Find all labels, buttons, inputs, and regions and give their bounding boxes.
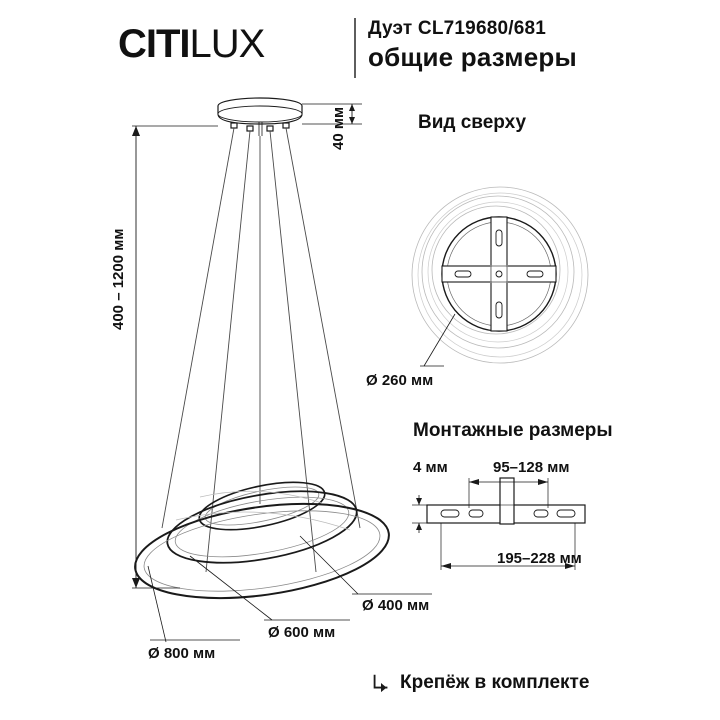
- top-view-diagram: [412, 187, 588, 366]
- brand-logo-part2: LUX: [189, 22, 265, 66]
- dimension-outer-ring: Ø 800 мм: [148, 645, 216, 662]
- section-heading-mounting: Монтажные размеры: [413, 420, 613, 441]
- dimension-inner-ring: Ø 400 мм: [362, 597, 430, 614]
- dimension-suspension-range: 400 – 1200 мм: [110, 228, 127, 330]
- dimension-bracket-inner: 95–128 мм: [493, 459, 570, 476]
- dimension-middle-ring: Ø 600 мм: [268, 624, 336, 641]
- canopy-assembly: [218, 98, 302, 136]
- mounting-kit-icon: [370, 672, 392, 694]
- footer-note: Крепёж в комплекте: [400, 672, 590, 693]
- drawing-subtitle: общие размеры: [368, 42, 577, 72]
- dimension-bracket-outer: 195–228 мм: [497, 550, 582, 567]
- brand-logo-part1: CITI: [118, 22, 190, 66]
- dimension-bracket-thickness: 4 мм: [413, 459, 448, 476]
- dimension-canopy-height: 40 мм: [330, 106, 347, 150]
- product-name: Дуэт CL719680/681: [368, 18, 547, 39]
- dimension-canopy-diameter: Ø 260 мм: [366, 372, 434, 389]
- section-heading-top-view: Вид сверху: [418, 112, 527, 133]
